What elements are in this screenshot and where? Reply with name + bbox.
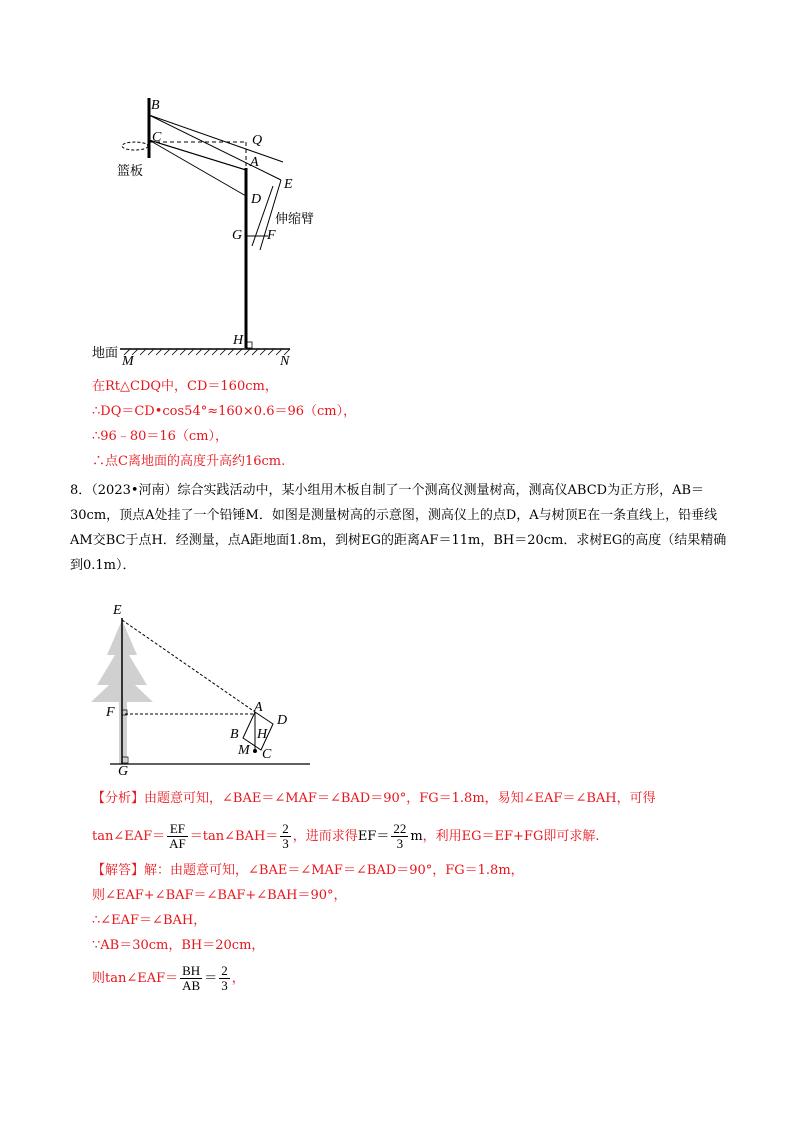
frac-num: 22 [393, 821, 407, 836]
label-ground: 地面 [92, 346, 119, 361]
label-Q: Q [252, 133, 263, 148]
frac-num: 2 [221, 963, 228, 978]
label-C2: C [262, 747, 272, 762]
fraction-2-3-answer [219, 964, 230, 993]
prev-solution-line-3: ∴96﹣80＝16（cm）， [92, 429, 229, 444]
problem-8 [70, 478, 730, 578]
label-M: M [122, 354, 134, 369]
label-N: N [280, 354, 290, 369]
frac-den: 3 [221, 978, 228, 993]
analysis-text-3: ，利用EG＝EF+FG即可求解. [422, 829, 600, 844]
prev-solution-line-1: 在Rt△CDQ中，CD＝160cm， [92, 379, 278, 394]
label-E2: E [113, 603, 122, 618]
answer-line-2: 则∠EAF+∠BAF＝∠BAF+∠BAH＝90°， [92, 888, 347, 903]
answer-line-3: ∴∠EAF＝∠BAH， [92, 913, 207, 928]
figure-basketball-stand [80, 90, 340, 380]
problem-text: （2023•河南）综合实践活动中，某小组用木板自制了一个测高仪测量树高，测高仪ABCD为正方形，AB＝30cm，顶点A处挂了一个铅锤M．如图是测量树高的示意图，测高仪上的点D，A与树顶E在一条直线上，铅垂线AM交BC于点H．经测量，点A距地面1.8m，到树EG的距离AF＝11m，BH＝20cm．求树EG的高度（结果精确到0.1m）． [70, 483, 727, 573]
frac-num: BH [182, 963, 201, 978]
answer-line5-prefix: 则tan∠EAF＝ [92, 971, 179, 986]
label-backboard: 篮板 [117, 164, 144, 179]
label-G: G [232, 228, 243, 243]
label-D2: D [277, 713, 288, 728]
label-A: A [250, 155, 259, 170]
prev-solution-line-4: ∴点C离地面的高度升高约16cm. [92, 454, 286, 469]
figure-tree-measurement [85, 600, 325, 780]
analysis-line-1 [92, 790, 656, 808]
analysis-tag: 【分析】 [92, 791, 145, 806]
label-B2: B [230, 727, 239, 742]
label-H2: H [257, 727, 268, 742]
fraction-2-3 [280, 822, 291, 851]
answer-eq: ＝ [204, 971, 218, 986]
frac-den: 3 [396, 836, 404, 851]
analysis-line-2 [92, 820, 599, 854]
analysis-text-2: ，进而求得 [292, 829, 358, 844]
label-F2: F [106, 705, 115, 720]
fraction-bh-ab [180, 964, 202, 993]
answer-line-5 [92, 962, 245, 996]
answer-tag: 【解答】 [92, 863, 145, 878]
label-F: F [267, 228, 276, 243]
label-A2: A [254, 700, 263, 715]
analysis-mid: ＝tan∠BAH＝ [189, 829, 279, 844]
label-M2: M [238, 743, 250, 758]
frac-num: 2 [282, 821, 289, 836]
label-D: D [251, 192, 262, 207]
analysis-ef-unit: m [410, 829, 423, 844]
frac-den: AF [169, 836, 186, 851]
frac-num: EF [167, 822, 188, 837]
problem-number: 8． [70, 483, 92, 498]
label-C: C [152, 130, 162, 145]
frac-den: 3 [282, 836, 289, 851]
answer-line-4: ∵AB＝30cm，BH＝20cm， [92, 938, 265, 953]
analysis-text-1: 由题意可知，∠BAE＝∠MAF＝∠BAD＝90°，FG＝1.8m，易知∠EAF＝∠BAH，可得 [144, 791, 656, 806]
fraction-22-3 [391, 822, 408, 851]
label-H: H [233, 333, 244, 348]
answer-line-1 [92, 862, 524, 880]
prev-solution-line-2: ∴DQ＝CD•cos54°≈160×0.6＝96（cm）， [92, 404, 357, 419]
label-G2: G [118, 764, 129, 779]
frac-den: AB [182, 978, 201, 993]
analysis-tan-prefix: tan∠EAF＝ [92, 829, 166, 844]
label-telescopic-arm: 伸缩臂 [275, 212, 315, 227]
label-E: E [284, 177, 293, 192]
answer-line5-suffix: ， [231, 971, 245, 986]
fraction-ef-af [167, 822, 188, 851]
label-B: B [151, 98, 160, 113]
analysis-ef-prefix: EF＝ [357, 829, 390, 844]
answer-text-1: 解：由题意可知，∠BAE＝∠MAF＝∠BAD＝90°，FG＝1.8m， [144, 863, 524, 878]
